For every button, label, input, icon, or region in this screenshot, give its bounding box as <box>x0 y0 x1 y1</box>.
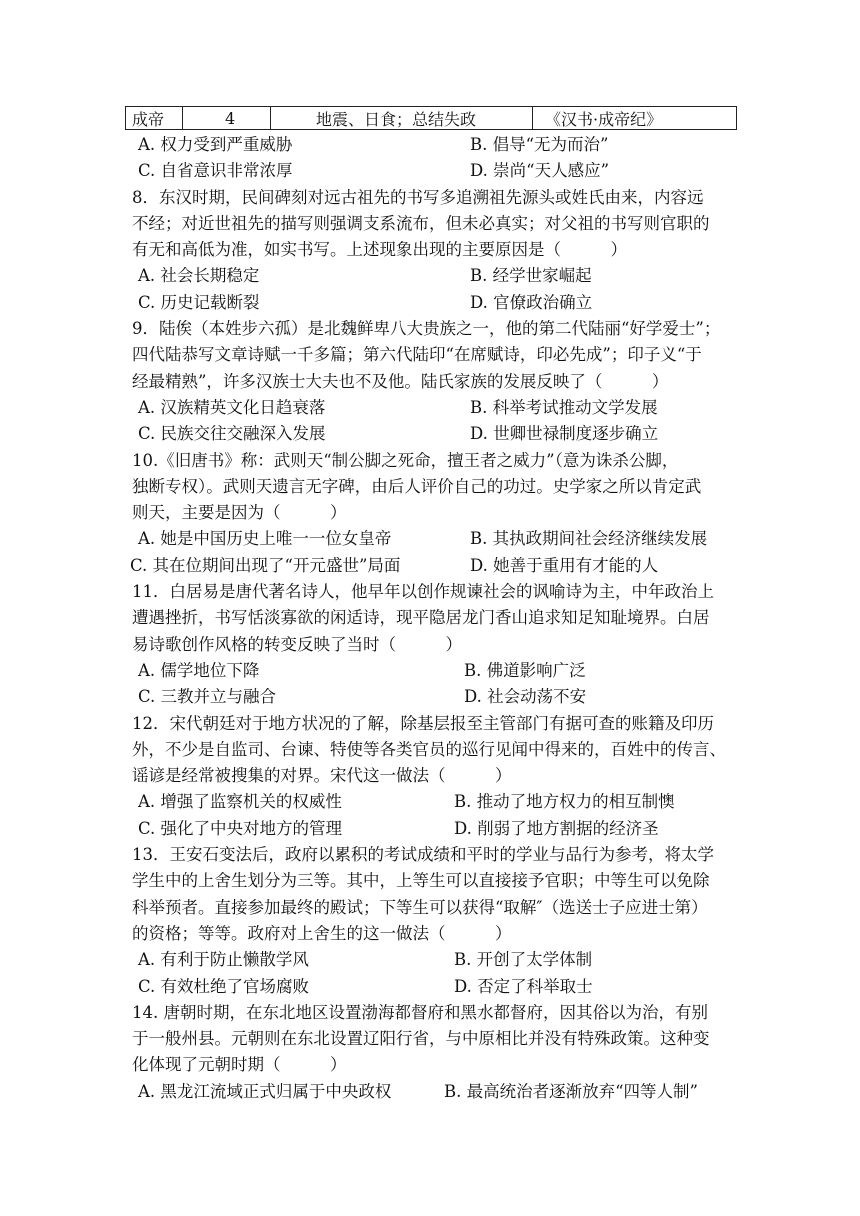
table-cell-source: 《汉书·成帝纪》 <box>545 109 663 129</box>
answer-option: B. 推动了地方权力的相互制懊 <box>454 792 675 812</box>
answer-option: B. 佛道影响广泛 <box>464 660 586 680</box>
answer-option: B. 开创了太学体制 <box>454 950 593 970</box>
answer-options-row <box>132 658 742 684</box>
question-text-line: 经最精熟”，许多汉族士大夫也不及他。陆氏家族的发展反映了（ ） <box>132 371 669 391</box>
answer-options-row <box>132 1079 742 1105</box>
answer-option: D. 崇尚“天人感应” <box>470 161 610 181</box>
answer-option: B. 倡导“无为而治” <box>470 135 609 154</box>
question-text-line: 12．宋代朝廷对于地方状况的了解，除基层报至主管部门有据可查的账籍及印历 <box>132 713 714 733</box>
answer-option: D. 她善于重用有才能的人 <box>470 555 659 575</box>
answer-options-row <box>132 290 742 316</box>
answer-option: B. 科举考试推动文学发展 <box>470 397 658 417</box>
answer-option: B. 经学世家崛起 <box>470 266 592 286</box>
answer-options-row <box>132 816 742 842</box>
question-text-line: 外，不少是自监司、台谏、特使等各类官员的巡行见闻中得来的，百姓中的传言、 <box>132 739 726 759</box>
answer-option: C. 自省意识非常浓厚 <box>138 161 293 181</box>
table-row <box>125 106 737 130</box>
question-text-line: 于一般州县。元朝则在东北设置辽阳行省，与中原相比并没有特殊政策。这种变 <box>132 1029 710 1049</box>
answer-options-row <box>132 526 742 552</box>
answer-option: A. 汉族精英文化日趋衰落 <box>138 397 326 417</box>
answer-option: C. 三教并立与融合 <box>138 687 277 707</box>
answer-options-row <box>132 947 742 973</box>
table-cell-count: 4 <box>183 107 271 129</box>
question-text-line: 有无和高低为准，如实书写。上述现象出现的主要原因是（ ） <box>132 240 627 260</box>
answer-option: B. 其执政期间社会经济继续发展 <box>470 529 708 549</box>
question-text-line: 不经；对近世祖先的描写则强调支系流布，但未必真实；对父祖的书写则官职的 <box>132 213 710 233</box>
answer-option: C. 其在位期间出现了“开元盛世”局面 <box>130 555 401 575</box>
answer-option: D. 社会动荡不安 <box>464 687 587 707</box>
answer-options-row <box>132 395 742 421</box>
answer-options-row <box>132 263 742 289</box>
answer-option: D. 削弱了地方割据的经济圣 <box>454 818 659 838</box>
answer-options-row <box>132 789 742 815</box>
question-text-line: 10.《旧唐书》称：武则天“制公脚之死命，擅王者之威力”（意为诛杀公脚， <box>132 450 679 470</box>
table-cell-emperor: 成帝 <box>126 107 183 129</box>
question-text-line: 科举预者。直接参加最终的殿试；下等生可以获得“取解″（选送士子应进士第） <box>132 897 708 917</box>
question-text-line: 8．东汉时期，民间碑刻对远古祖先的书写多追溯祖先源头或姓氏由来，内容远 <box>132 187 704 207</box>
answer-options-row <box>132 158 742 184</box>
question-text-line: 遭遇挫折，书写恬淡寡欲的闲适诗，现平隐居龙门香山追求知足知耻境界。白居 <box>132 608 710 628</box>
answer-option: C. 民族交往交融深入发展 <box>138 424 326 444</box>
answer-option: B. 最高统治者逐渐放弃“四等人制” <box>444 1081 698 1101</box>
answer-options-row <box>132 421 742 447</box>
answer-option: C. 历史记载断裂 <box>138 292 260 312</box>
question-text-line: 谣谚是经常被搜集的对界。宋代这一做法（ ） <box>132 766 512 786</box>
answer-option: A. 权力受到严重威胁 <box>138 135 293 154</box>
answer-options-row <box>132 684 742 710</box>
question-text-line: 的资格；等等。政府对上舍生的这一做法（ ） <box>132 923 512 943</box>
question-text-line: 则天，主要是因为（ ） <box>132 503 347 523</box>
question-text-line: 14. 唐朝时期，在东北地区设置渤海都督府和黑水都督府，因其俗以为治，有别 <box>132 1002 708 1022</box>
question-text-line: 独断专权）。武则天遗言无字碑，由后人评价自己的功过。史学家之所以肯定武 <box>132 476 702 496</box>
answer-option: A. 增强了监察机关的权威性 <box>138 792 342 812</box>
question-text-line: 9．陆俟（本姓步六孤）是北魏鲜卑八大贵族之一，他的第二代陆丽“好学爱士”； <box>132 319 721 339</box>
answer-option: A. 她是中国历史上唯一一位女皇帝 <box>138 529 392 549</box>
question-text-line: 四代陆恭写文章诗赋一千多篇；第六代陆印“在席赋诗，印必先成”；印子义“于 <box>132 345 702 365</box>
answer-option: D. 世卿世禄制度逐步确立 <box>470 424 659 444</box>
answer-options-row <box>132 974 742 1000</box>
answer-option: D. 官僚政治确立 <box>470 292 593 312</box>
answer-options-row <box>132 553 742 579</box>
question-text-line: 学生中的上舍生划分为三等。其中，上等生可以直接接予官职；中等生可以免除 <box>132 871 710 891</box>
question-text-line: 易诗歌创作风格的转变反映了当时（ ） <box>132 634 462 654</box>
table-cell-event: 地震、日食；总结失政 <box>271 107 533 129</box>
question-text-line: 13．王安石变法后，政府以累积的考试成绩和平时的学业与品行为参考，将太学 <box>132 845 714 865</box>
answer-option: C. 强化了中央对地方的管理 <box>138 818 343 838</box>
answer-option: C. 有效杜绝了官场腐败 <box>138 976 310 996</box>
answer-option: A. 有利于防止懒散学风 <box>138 950 309 970</box>
question-content <box>132 132 742 1105</box>
question-text-line: 11．白居易是唐代著名诗人，他早年以创作规谏社会的讽喻诗为主，中年政治上 <box>132 582 714 602</box>
answer-options-row <box>132 132 742 158</box>
answer-option: A. 黑龙江流域正式归属于中央政权 <box>138 1081 392 1101</box>
answer-option: A. 社会长期稳定 <box>138 266 260 286</box>
answer-option: D. 否定了科举取士 <box>454 976 593 996</box>
question-text-line: 化体现了元朝时期（ ） <box>132 1055 347 1075</box>
answer-option: A. 儒学地位下降 <box>138 660 260 680</box>
